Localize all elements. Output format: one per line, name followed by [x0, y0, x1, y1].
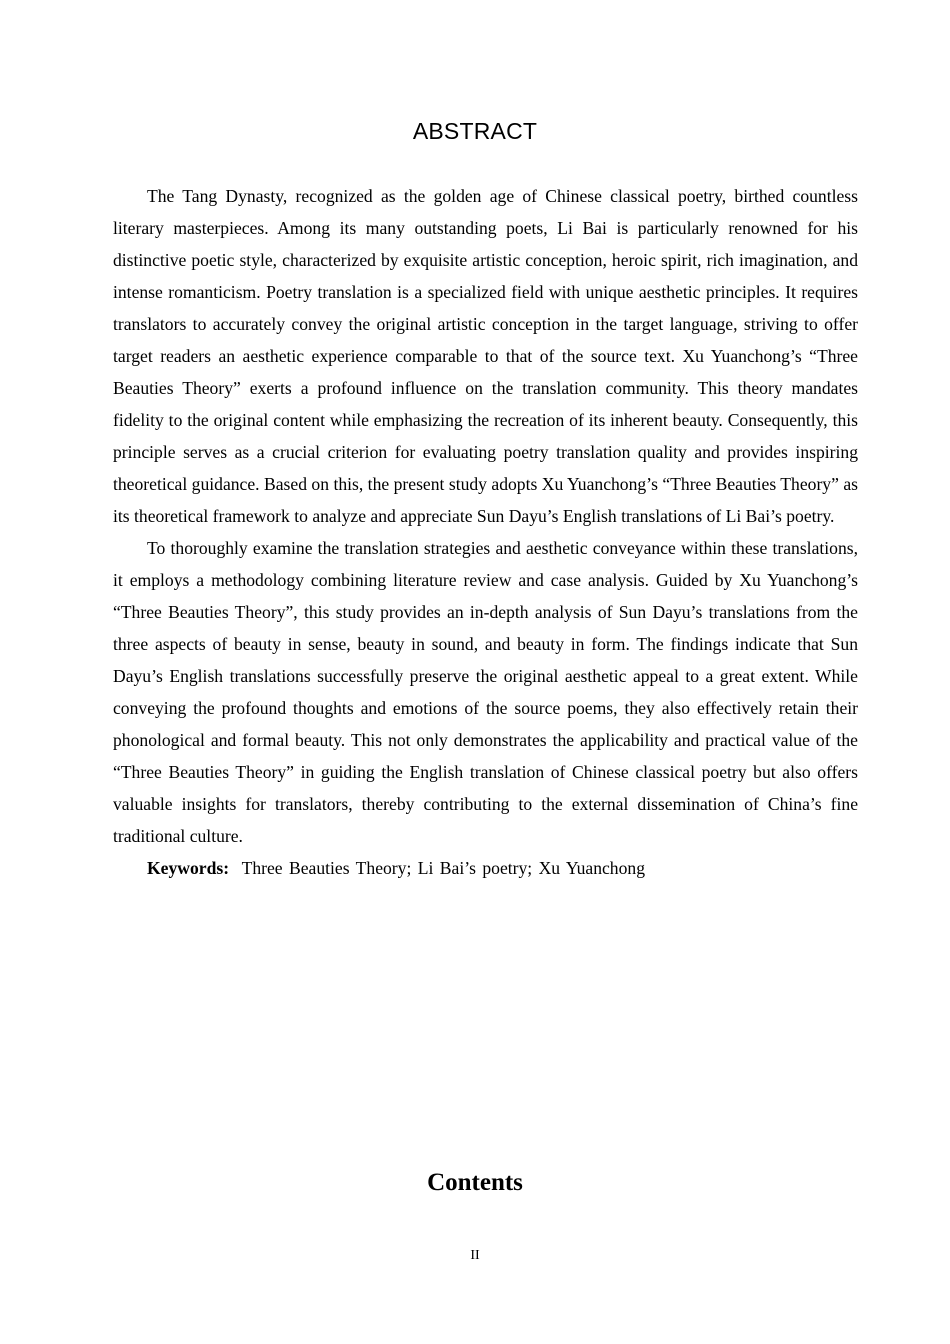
contents-heading: Contents [427, 1169, 523, 1196]
keywords-line [113, 852, 858, 884]
keywords-list: Three Beauties Theory; Li Bai’s poetry; Xu Yuanchong [241, 858, 645, 878]
abstract-heading: ABSTRACT [412, 118, 538, 144]
abstract-paragraph-1: The Tang Dynasty, recognized as the golden age of Chinese classical poetry, birthed countless literary masterpieces. Among its many outstanding poets, Li Bai is particularly renowned for his distinctive poetic style, characterized by exquisite artistic conception, heroic spirit, rich imagination, and intense romanticism. Poetry translation is a specialized field with unique aesthetic principles. It requires translators to accurately convey the original artistic conception in the target language, striving to offer target readers an aesthetic experience comparable to that of the source text. Xu Yuanchong’s “Three Beauties Theory” exerts a profound influence on the translation community. This theory mandates fidelity to the original content while emphasizing the recreation of its inherent beauty. Consequently, this principle serves as a crucial criterion for evaluating poetry translation quality and provides inspiring theoretical guidance. Based on this, the present study adopts Xu Yuanchong’s “Three Beauties Theory” as its theoretical framework to analyze and appreciate Sun Dayu’s English translations of Li Bai’s poetry. [113, 186, 858, 526]
page-number: II [470, 1248, 480, 1263]
abstract-paragraph-2: To thoroughly examine the translation strategies and aesthetic conveyance within these translations, it employs a methodology combining literature review and case analysis. Guided by Xu Yuanchong’s “Three Beauties Theory”, this study provides an in-depth analysis of Sun Dayu’s translations from the three aspects of beauty in sense, beauty in sound, and beauty in form. The findings indicate that Sun Dayu’s English translations successfully preserve the original aesthetic appeal to a great extent. While conveying the profound thoughts and emotions of the source poems, they also effectively retain their phonological and formal beauty. This not only demonstrates the applicability and practical value of the “Three Beauties Theory” in guiding the English translation of Chinese classical poetry but also offers valuable insights for translators, thereby contributing to the external dissemination of China’s fine traditional culture. [113, 538, 858, 846]
abstract-body [113, 180, 858, 884]
keywords-label: Keywords: [147, 858, 230, 878]
